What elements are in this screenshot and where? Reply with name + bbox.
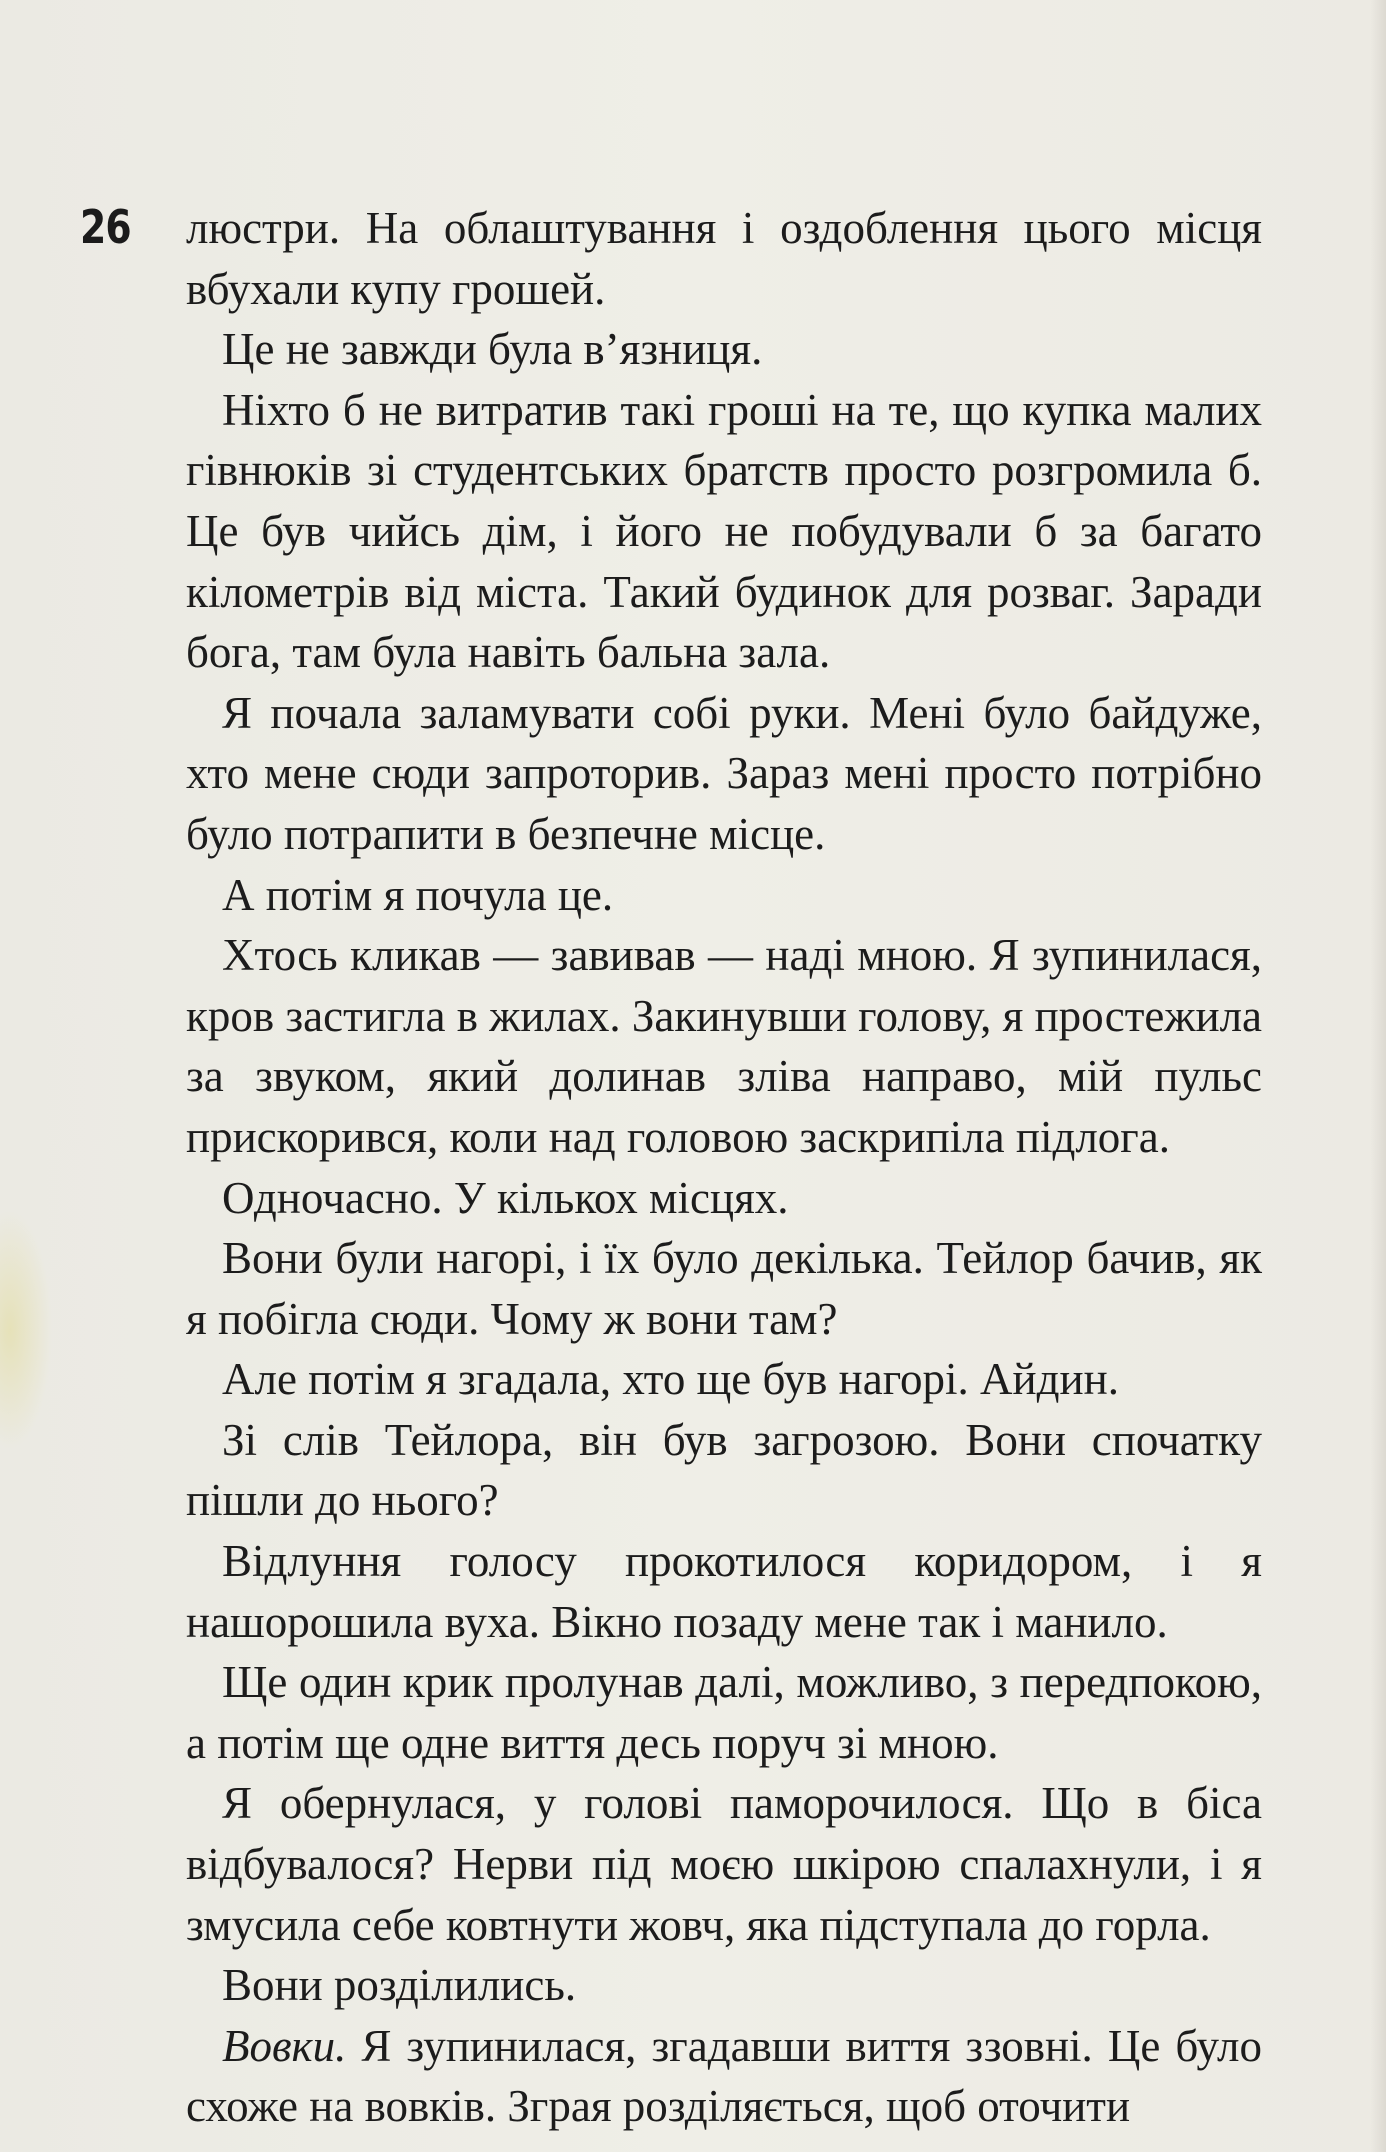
paragraph: Ніхто б не витратив такі гроші на те, що купка малих гівнюків зі студентських братств просто розгромила б. Це був чийсь дім, і його не побудували б за багато кілометрів від міста. Такий будинок для розваг. Заради бога, там була навіть бальна зала. [186,384,1262,678]
page-edge-shadow [1370,0,1386,2152]
paragraph: А потім я почула це. [222,869,614,920]
paragraph: Одночасно. У кількох місцях. [222,1172,789,1223]
paragraph-text: Я зупинилася, згадавши виття ззовні. Це було схоже на вовків. Зграя розділяється, щоб оточити [186,2020,1262,2132]
paragraph: Відлуння голосу прокотилося коридором, і я нашорошила вуха. Вікно позаду мене так і манило. [186,1536,1262,1647]
page-number: 26 [80,200,131,254]
paragraph: Але потім я згадала, хто ще був нагорі. Айдин. [222,1354,1119,1405]
body-text [186,198,1262,2137]
paragraph: Я почала заламувати собі руки. Мені було байдуже, хто мене сюди запроторив. Зараз мені просто потрібно було потрапити в безпечне місце. [186,687,1262,859]
paragraph: люстри. На облаштування і оздоблення цього місця вбухали купу грошей. [186,203,1262,314]
paragraph: Вони були нагорі, і їх було декілька. Тейлор бачив, як я побігла сюди. Чому ж вони там? [186,1233,1262,1344]
paragraph-last [186,2016,1262,2137]
paragraph: Я обернулася, у голові паморочилося. Що в біса відбувалося? Нерви під моєю шкірою спалахнули, і я змусила себе ковтнути жовч, яка підступала до горла. [186,1778,1262,1950]
paragraph: Зі слів Тейлора, він був загрозою. Вони спочатку пішли до нього? [186,1414,1262,1526]
emphasis-word: Вовки. [222,2020,347,2071]
paragraph: Ще один крик пролунав далі, можливо, з передпокою, а потім ще одне виття десь поруч зі мною. [186,1657,1262,1768]
paragraph: Вони розділились. [222,1960,577,2011]
paragraph: Це не завжди була в’язниця. [222,324,763,375]
paragraph: Хтось кликав — завивав — наді мною. Я зупинилася, кров застигла в жилах. Закинувши голову, я простежила за звуком, який долинав зліва направо, мій пульс прискорився, коли над головою заскрипіла підлога. [186,930,1262,1162]
